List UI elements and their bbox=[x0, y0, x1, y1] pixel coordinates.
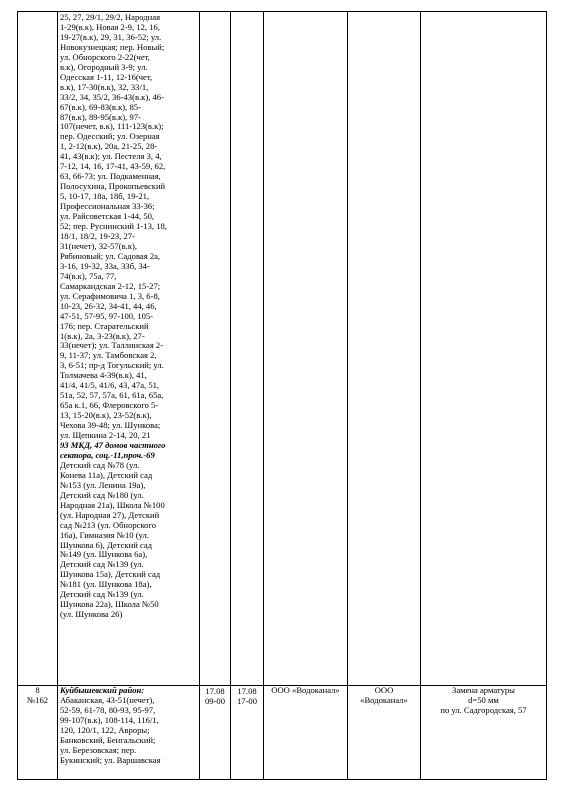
text-line: Шункова 22а), Школа №50 bbox=[60, 599, 159, 610]
text-line: 19-27(в.к), 29, 31, 36-52; ул. bbox=[60, 31, 162, 42]
address-cell bbox=[58, 12, 200, 686]
text-line: Детский сад №139 (ул. bbox=[60, 589, 144, 600]
row-ref: №162 bbox=[26, 694, 49, 705]
social-objects-list bbox=[60, 461, 197, 620]
text-line: Шункова 6), Детский сад bbox=[60, 539, 153, 550]
text-line: 3, 6-51; пр-д Тогульский; ул. bbox=[60, 360, 164, 371]
organization-cell bbox=[264, 686, 348, 780]
text-line: Рябиновый; ул. Садовая 2а, bbox=[60, 250, 161, 261]
address-cell bbox=[58, 686, 200, 780]
text-line: 13, 15-20(в.к), 23-52(в.к), bbox=[60, 410, 152, 421]
text-line: 120, 120/1, 122, Авроры; bbox=[60, 724, 150, 735]
text-line: 9, 11-37; ул. Тамбовская 2, bbox=[60, 350, 157, 361]
text-line: 74(в.к), 75а, 77, bbox=[60, 270, 117, 281]
start-time: 09-00 bbox=[204, 695, 226, 706]
text-line: (ул. Шункова 26) bbox=[60, 609, 123, 620]
end-date: 17.08 bbox=[237, 686, 257, 696]
text-line: 33(нечет); ул. Таллинская 2- bbox=[60, 340, 164, 351]
text-line: Новокузнецкая; пер. Новый; bbox=[60, 41, 165, 52]
text-line: Банковский, Бенгальский; bbox=[60, 734, 156, 745]
text-line: №153 (ул. Ленина 19а), bbox=[60, 479, 146, 490]
text-line: Конева 11а), Детский сад bbox=[60, 469, 153, 480]
text-line: 107(нечет, в.к), 111-123(в.к); bbox=[60, 121, 164, 132]
work-cell bbox=[421, 686, 547, 780]
organization-cell bbox=[348, 686, 421, 780]
text-line: 176; пер. Старательский bbox=[60, 320, 149, 331]
text-line: 51а, 52, 57, 57а, 61, 61а, 65а, bbox=[60, 390, 164, 401]
text-line: Одесская 1-11, 12-16(чет, bbox=[60, 71, 153, 82]
text-line: Самаркандская 2-12, 15-27; bbox=[60, 280, 161, 291]
text-line: 25, 27, 29/1, 29/2, Народная bbox=[60, 12, 161, 22]
text-line: 5, 10-17, 18а, 18б, 19-21, bbox=[60, 191, 150, 202]
organization-name: ООО «Водоканал» bbox=[271, 685, 340, 695]
district-title: Куйбышевский район: bbox=[60, 685, 145, 695]
end-cell bbox=[231, 12, 264, 686]
address-list bbox=[60, 696, 197, 766]
text-line: сад №213 (ул. Обнорского bbox=[60, 519, 157, 530]
text-line: 33/2, 34, 35/2, 36-43(в.к), 46- bbox=[60, 91, 164, 102]
address-list bbox=[60, 13, 197, 441]
end-time: 17-00 bbox=[236, 695, 258, 706]
text-line: 63, 66-73; ул. Подкаменная, bbox=[60, 171, 161, 182]
text-line: Детский сад №180 (ул. bbox=[60, 489, 144, 500]
text-line: 65а к.1, 66, Флеровского 5- bbox=[60, 400, 159, 411]
text-line: 18/1, 18/2, 19-23, 27- bbox=[60, 230, 135, 241]
text-line: Букинский; ул. Варшавская bbox=[60, 754, 161, 765]
text-line: 87(в.к), 89-95(в.к), 97- bbox=[60, 111, 141, 122]
text-line: 93 МКД, 47 домов частного bbox=[60, 439, 166, 450]
text-line: Народная 21а), Школа №100 bbox=[60, 499, 165, 510]
text-line: Чехова 39-48; ул. Шункова; bbox=[60, 420, 161, 431]
text-line: сектора, соц.-11,проч.-69 bbox=[60, 449, 155, 460]
text-line: 41/4, 41/5, 41/6, 43, 47а, 51, bbox=[60, 380, 160, 391]
start-cell bbox=[200, 12, 231, 686]
text-line: в.к), 17-30(в.к), 32, 33/1, bbox=[60, 81, 149, 92]
text-line: №181 (ул. Шункова 18а), bbox=[60, 579, 152, 590]
text-line: ул. Серафимовича 1, 3, 6-8, bbox=[60, 290, 160, 301]
text-line: Замена арматуры bbox=[452, 685, 515, 695]
text-line: Толмачева 4-39(в.к), 41, bbox=[60, 370, 147, 381]
text-line: 47-51, 57-95, 97-100, 105- bbox=[60, 310, 154, 321]
text-line: 52-59, 61-78, 80-93, 95-97, bbox=[60, 704, 156, 715]
summary-text bbox=[60, 441, 197, 461]
text-line: пер. Одесский; ул. Озерная bbox=[60, 131, 160, 142]
text-line: Полосухина, Прокопьевский bbox=[60, 181, 166, 192]
table-row bbox=[18, 12, 547, 686]
text-line: Детский сад №139 (ул. bbox=[60, 559, 144, 570]
text-line: 52; пер. Руснинский 1-13, 18, bbox=[60, 221, 167, 232]
text-line: Детский сад №78 (ул. bbox=[60, 459, 140, 470]
work-cell bbox=[421, 12, 547, 686]
text-line: 67(в.к), 69-83(в.к), 85- bbox=[60, 101, 141, 112]
row-number: 8 bbox=[35, 685, 40, 695]
text-line: 41, 43(в.к); ул. Пестеля 3, 4, bbox=[60, 151, 162, 162]
organization-cell bbox=[348, 12, 421, 686]
work-description bbox=[423, 686, 544, 716]
text-line: 31(нечет), 32-57(в.к), bbox=[60, 240, 138, 251]
text-line: (ул. Народная 27), Детский bbox=[60, 509, 160, 520]
text-line: 1, 2-12(в.к), 20а, 21-25, 28- bbox=[60, 141, 158, 152]
text-line: 1-29(в.к), Новая 2-9, 12, 16, bbox=[60, 21, 160, 32]
text-line: 16а), Гимназия №10 (ул. bbox=[60, 529, 149, 540]
text-line: d=50 мм bbox=[468, 694, 499, 705]
organization-name: ООО «Водоканал» bbox=[360, 685, 408, 705]
text-line: ул. Березовская; пер. bbox=[60, 744, 137, 755]
text-line: 7-12, 14, 16, 17-41, 43-59, 62, bbox=[60, 161, 166, 172]
text-line: ул. Обнорского 2-22(чет, bbox=[60, 51, 150, 62]
row-number-cell bbox=[18, 686, 58, 780]
start-cell bbox=[200, 686, 231, 780]
end-cell bbox=[231, 686, 264, 780]
row-number-cell bbox=[18, 12, 58, 686]
text-line: Шункова 15а), Детский сад bbox=[60, 569, 161, 580]
text-line: 99-107(в.к), 108-114, 116/1, bbox=[60, 714, 159, 725]
text-line: 10-23, 26-32, 34-41, 44, 46, bbox=[60, 300, 157, 311]
start-date: 17.08 bbox=[205, 686, 225, 696]
table-row bbox=[18, 686, 547, 780]
text-line: №149 (ул. Шункова 6а), bbox=[60, 549, 148, 560]
text-line: 1(в.к), 2а, 3-23(в.к), 27- bbox=[60, 330, 145, 341]
text-line: Профессиональная 33-36; bbox=[60, 201, 155, 212]
text-line: ул. Райсоветская 1-44, 50, bbox=[60, 211, 155, 222]
text-line: 3-16, 19-32, 33а, 33б, 34- bbox=[60, 260, 150, 271]
text-line: ул. Щепкина 2-14, 20, 21 bbox=[60, 430, 151, 441]
text-line: Абаканская, 43-51(нечет), bbox=[60, 694, 155, 705]
organization-cell bbox=[264, 12, 348, 686]
text-line: в.к), Огородный 3-9; ул. bbox=[60, 61, 148, 72]
text-line: по ул. Садгородская, 57 bbox=[440, 704, 527, 715]
outage-schedule-table bbox=[17, 11, 547, 780]
